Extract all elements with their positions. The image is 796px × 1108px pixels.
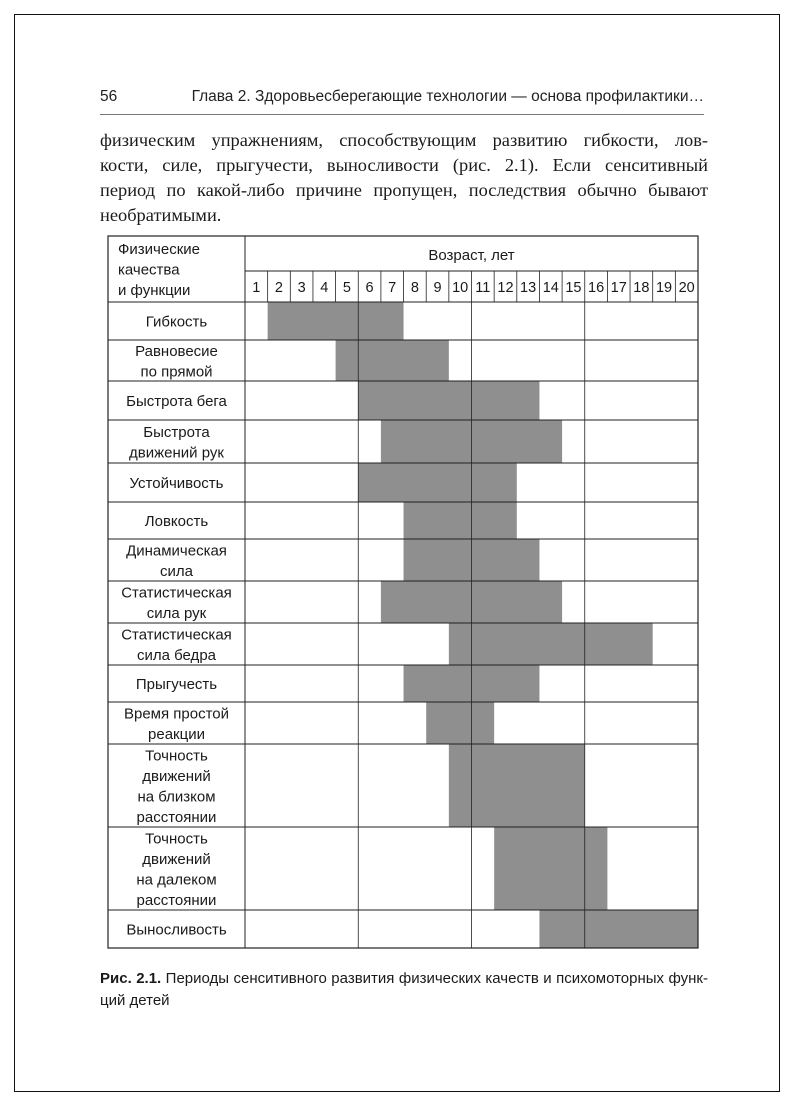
- row-label: Выносливость: [126, 921, 227, 939]
- age-tick-label: 15: [565, 280, 582, 296]
- row-label: Прыгучесть: [135, 676, 218, 693]
- period-bar: [539, 910, 698, 948]
- row-label: реакции: [148, 725, 205, 743]
- age-tick-label: 7: [388, 280, 397, 296]
- age-tick-label: 3: [297, 280, 306, 296]
- period-bar: [336, 340, 449, 381]
- row-header-label: и функции: [118, 282, 191, 299]
- row-label: Время простой: [123, 705, 230, 723]
- page-number: 56: [100, 88, 118, 105]
- body-line: кости, силе, прыгучести, выносливости (рис. 2.1). Если сенситивный: [100, 155, 708, 175]
- row-label: движений: [142, 850, 211, 868]
- row-label: Быстрота бега: [126, 393, 227, 410]
- row-label: Динамическая: [126, 542, 227, 560]
- age-tick-label: 9: [433, 280, 442, 296]
- caption-text: Периоды сенситивного развития физических качеств и психомоторных функ-: [161, 970, 708, 987]
- age-tick-label: 18: [633, 280, 650, 296]
- age-tick-label: 19: [655, 280, 673, 296]
- age-tick-label: 6: [365, 280, 374, 296]
- row-label: движений рук: [129, 444, 224, 462]
- age-tick-label: 8: [410, 280, 419, 296]
- row-label: по прямой: [140, 363, 213, 381]
- row-label: расстоянии: [136, 891, 217, 909]
- age-tick-label: 2: [274, 280, 284, 296]
- row-label: Устойчивость: [129, 475, 224, 492]
- age-tick-label: 5: [342, 280, 351, 296]
- age-tick-label: 12: [497, 280, 514, 296]
- age-tick-label: 14: [542, 280, 559, 296]
- row-label: Быстрота: [143, 423, 210, 441]
- row-label: сила бедра: [136, 646, 217, 664]
- row-label: сила: [160, 562, 193, 580]
- row-label: Гибкость: [145, 313, 208, 331]
- caption-line: ций детей: [100, 992, 170, 1009]
- age-tick-label: 13: [520, 280, 537, 296]
- age-tick-label: 10: [452, 280, 469, 296]
- running-header: Глава 2. Здоровьесберегающие технологии — основа профилактики…: [191, 88, 704, 105]
- row-label: Статистическая: [121, 626, 232, 644]
- age-tick-label: 4: [320, 280, 329, 296]
- period-bar: [449, 623, 653, 665]
- caption-line: [100, 968, 708, 990]
- row-label: расстоянии: [136, 808, 217, 826]
- row-label: Точность: [145, 830, 208, 848]
- row-label: Статистическая: [121, 584, 232, 602]
- row-label: на далеком: [136, 871, 217, 889]
- body-line: период по какой-либо причине пропущен, последствия обычно бывают: [100, 180, 708, 200]
- age-tick-label: 11: [475, 280, 491, 296]
- row-label: Ловкость: [144, 513, 209, 530]
- caption-label: Рис. 2.1.: [100, 970, 162, 987]
- period-bar: [268, 302, 404, 340]
- row-header-label: качества: [118, 261, 180, 279]
- period-bar: [358, 381, 539, 420]
- row-label: Точность: [145, 747, 208, 765]
- row-header-label: Физические: [118, 241, 200, 258]
- age-tick-label: 17: [610, 280, 627, 296]
- age-tick-label: 16: [588, 280, 605, 296]
- period-bar: [404, 502, 517, 539]
- period-bar: [494, 827, 607, 910]
- body-line: физическим упражнениям, способствующим развитию гибкости, лов-: [100, 130, 708, 150]
- row-label: сила рук: [146, 604, 207, 622]
- body-line: необратимыми.: [100, 205, 222, 225]
- period-bar: [358, 463, 517, 502]
- age-group-label: Возраст, лет: [428, 247, 515, 264]
- period-bar: [426, 702, 494, 744]
- figure-caption: [100, 968, 708, 1012]
- row-label: Равновесие: [135, 342, 218, 360]
- age-tick-label: 1: [252, 280, 261, 296]
- period-bar: [449, 744, 585, 827]
- row-label: движений: [142, 767, 211, 785]
- age-tick-label: 20: [678, 280, 695, 296]
- row-label: на близком: [137, 788, 216, 806]
